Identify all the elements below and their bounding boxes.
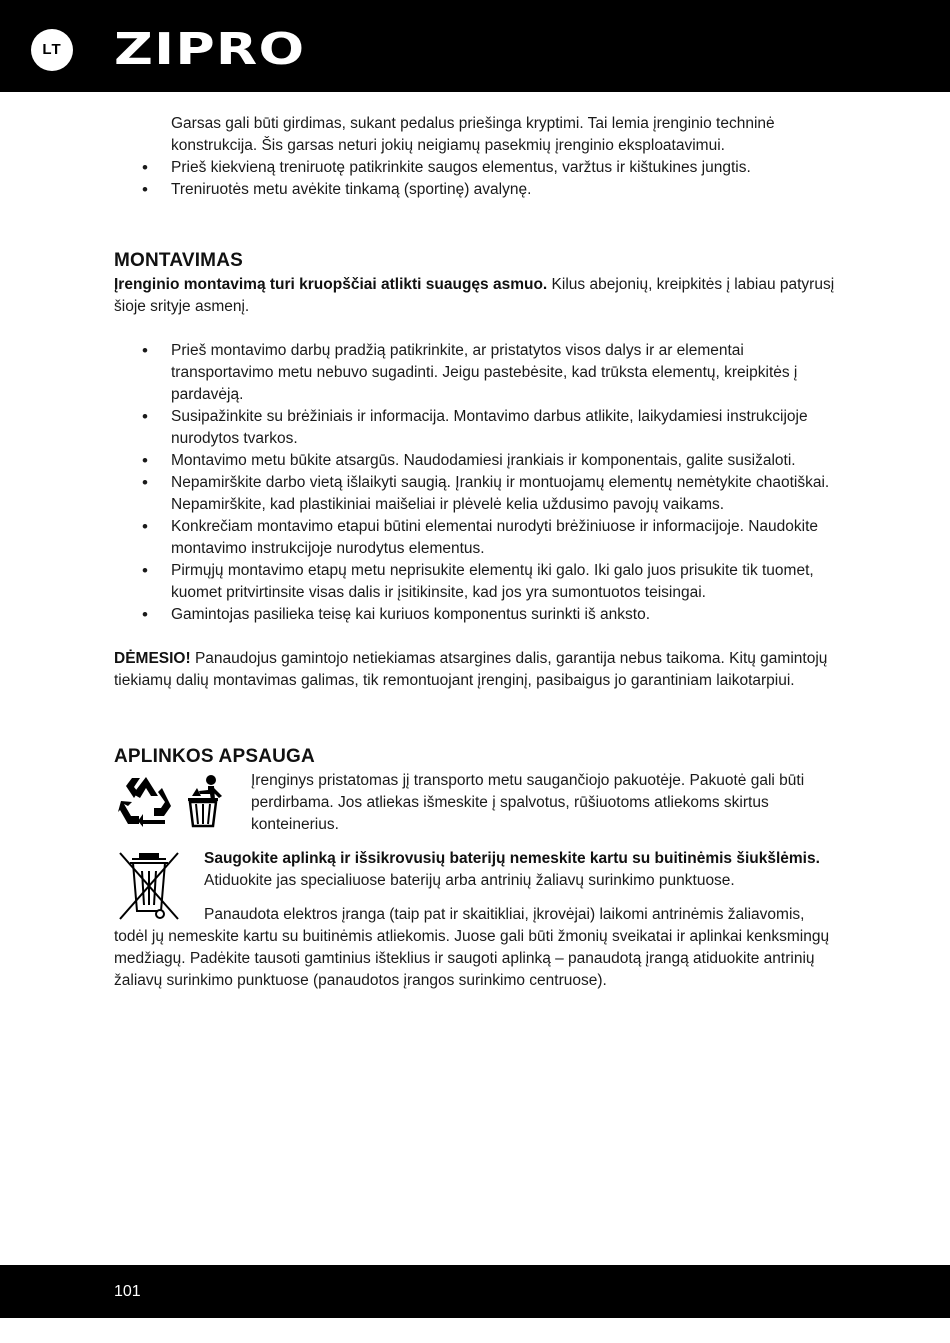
list-item: • Montavimo metu būkite atsargūs. Naudodamiesi įrankiais ir komponentais, galite susižaloti. bbox=[114, 450, 839, 472]
list-item: • Treniruotės metu avėkite tinkamą (sportinę) avalynę. bbox=[114, 179, 839, 201]
notice-label: DĖMESIO! bbox=[114, 650, 191, 667]
section-heading-aplinkos-apsauga: APLINKOS APSAUGA bbox=[114, 746, 315, 767]
intro-bullet-list bbox=[114, 157, 839, 201]
list-item: • Konkrečiam montavimo etapui būtini elementai nurodyti brėžiniuose ir informacijoje. Naudokite montavimo instrukcijoje nurodytus elementus. bbox=[114, 516, 839, 560]
recycle-icon bbox=[118, 774, 174, 835]
montavimas-lead bbox=[114, 274, 839, 318]
page-footer bbox=[0, 1265, 950, 1318]
battery-paragraph bbox=[114, 848, 839, 892]
weee-paragraph: Panaudota elektros įranga (taip pat ir skaitikliai, įkrovėjai) laikomi antrinėmis žaliavomis, todėl jų nemeskite kartu su buitinėmis atliekomis. Juose gali būti žmonių sveikatai ir aplinkai kenksmingų medžiagų. Padėkite tausoti gamtinius išteklius ir saugoti aplinką – panaudotą įrangą atiduokite antrinių žaliavų surinkimo punktuose (panaudotos įrangos surinkimo centruose). bbox=[114, 906, 830, 989]
list-item: • Prieš kiekvieną treniruotę patikrinkite saugos elementus, varžtus ir kištukines jungtis. bbox=[114, 157, 839, 179]
packaging-text: Įrenginys pristatomas jį transporto metu saugančiojo pakuotėje. Pakuotė gali būti perdirbama. Jos atliekas išmeskite į spalvotus, rūšiuotoms atliekoms skirtus konteinerius. bbox=[251, 772, 805, 833]
list-item: • Susipažinkite su brėžiniais ir informacija. Montavimo darbus atlikite, laikydamiesi instrukcijoje nurodytos tvarkos. bbox=[114, 406, 839, 450]
montavimas-lead-rest: Kilus abejonių, kreipkitės į labiau patyrusį šioje srityje asmenį. bbox=[114, 276, 835, 315]
language-badge: LT bbox=[31, 29, 73, 71]
page-header bbox=[0, 0, 950, 92]
notice-paragraph bbox=[114, 648, 839, 692]
list-item: • Pirmųjų montavimo etapų metu neprisukite elementų iki galo. Iki galo juos prisukite tik tuomet, kuomet pritvirtinsite visas dalis ir įsitikinsite, kad jos yra sumontuotos teisingai. bbox=[114, 560, 839, 604]
packaging-icons bbox=[118, 774, 228, 835]
page-number: 101 bbox=[114, 1283, 141, 1300]
list-item: • Prieš montavimo darbų pradžią patikrinkite, ar pristatytos visos dalys ir ar elementai transportavimo metu nebuvo sugadinti. Jeigu pastebėsite, kad trūksta elementų, kreipkitės į pardavėją. bbox=[114, 340, 839, 406]
list-item: • Nepamirškite darbo vietą išlaikyti saugią. Įrankių ir montuojamų elementų nemėtykite chaotiškai. Nepamirškite, kad plastikiniai maišeliai ir plėvelė kelia uždusimo pavojų vaikams. bbox=[114, 472, 839, 516]
packaging-block bbox=[114, 770, 839, 836]
brand-logo: ZIPRO bbox=[114, 24, 306, 75]
page-content bbox=[114, 113, 839, 992]
notice-text: Panaudojus gamintojo netiekiamas atsargines dalis, garantija nebus taikoma. Kitų gamintojų tiekiamų dalių montavimas galimas, tik remontuojant įrenginį, pasibaigus jo garantiniam laikotarpiui. bbox=[114, 650, 828, 689]
battery-warning-text: Atiduokite jas specialiuose baterijų arba antrinių žaliavų surinkimo punktuose. bbox=[204, 872, 735, 889]
battery-block bbox=[114, 848, 839, 992]
battery-warning-bold: Saugokite aplinką ir išsikrovusių baterijų nemeskite kartu su buitinėmis šiukšlėmis. bbox=[204, 850, 820, 867]
montavimas-lead-bold: Įrenginio montavimą turi kruopščiai atlikti suaugęs asmuo. bbox=[114, 276, 548, 293]
section-heading-montavimas: MONTAVIMAS bbox=[114, 250, 244, 271]
montavimas-bullet-list bbox=[114, 340, 839, 626]
list-item: • Gamintojas pasilieka teisę kai kuriuos komponentus surinkti iš anksto. bbox=[114, 604, 839, 626]
tidyman-bin-icon bbox=[184, 774, 228, 835]
crossed-wheelie-bin-icon bbox=[116, 851, 182, 930]
intro-continuation: Garsas gali būti girdimas, sukant pedalus priešinga kryptimi. Tai lemia įrenginio techninė konstrukcija. Šis garsas neturi jokių neigiamų pasekmių įrenginio eksploatavimui. bbox=[171, 115, 775, 154]
